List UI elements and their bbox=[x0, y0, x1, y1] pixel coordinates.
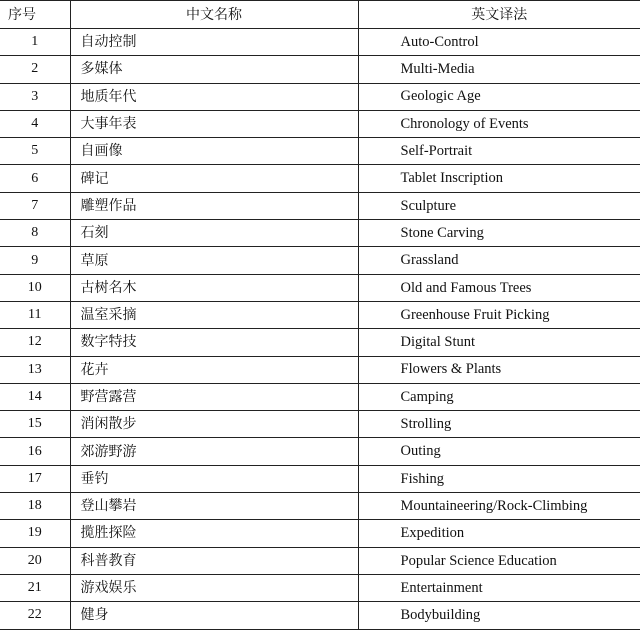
cell-index: 16 bbox=[0, 438, 70, 465]
cell-english-translation: Digital Stunt bbox=[358, 329, 640, 356]
cell-index: 12 bbox=[0, 329, 70, 356]
cell-chinese-name: 雕塑作品 bbox=[70, 192, 358, 219]
cell-english-translation: Bodybuilding bbox=[358, 602, 640, 629]
cell-chinese-name: 游戏娱乐 bbox=[70, 574, 358, 601]
cell-index: 17 bbox=[0, 465, 70, 492]
table-row bbox=[0, 602, 640, 629]
cell-chinese-name: 垂钓 bbox=[70, 465, 358, 492]
cell-chinese-name: 野营露营 bbox=[70, 383, 358, 410]
cell-english-translation: Fishing bbox=[358, 465, 640, 492]
cell-index: 21 bbox=[0, 574, 70, 601]
cell-index: 20 bbox=[0, 547, 70, 574]
table-row bbox=[0, 220, 640, 247]
cell-chinese-name: 科普教育 bbox=[70, 547, 358, 574]
cell-english-translation: Popular Science Education bbox=[358, 547, 640, 574]
cell-chinese-name: 石刻 bbox=[70, 220, 358, 247]
table-row bbox=[0, 165, 640, 192]
cell-chinese-name: 数字特技 bbox=[70, 329, 358, 356]
cell-index: 7 bbox=[0, 192, 70, 219]
cell-index: 19 bbox=[0, 520, 70, 547]
header-index: 序号 bbox=[0, 1, 70, 29]
table-header bbox=[0, 1, 640, 29]
table-row bbox=[0, 29, 640, 56]
cell-chinese-name: 草原 bbox=[70, 247, 358, 274]
cell-index: 13 bbox=[0, 356, 70, 383]
table-row bbox=[0, 56, 640, 83]
cell-index: 3 bbox=[0, 83, 70, 110]
cell-english-translation: Auto-Control bbox=[358, 29, 640, 56]
cell-english-translation: Tablet Inscription bbox=[358, 165, 640, 192]
table-row bbox=[0, 110, 640, 137]
table-row bbox=[0, 329, 640, 356]
cell-index: 18 bbox=[0, 493, 70, 520]
header-english-translation: 英文译法 bbox=[358, 1, 640, 29]
cell-chinese-name: 温室采摘 bbox=[70, 301, 358, 328]
cell-english-translation: Entertainment bbox=[358, 574, 640, 601]
table-row bbox=[0, 520, 640, 547]
cell-english-translation: Outing bbox=[358, 438, 640, 465]
table-row bbox=[0, 274, 640, 301]
cell-chinese-name: 大事年表 bbox=[70, 110, 358, 137]
cell-index: 5 bbox=[0, 138, 70, 165]
cell-english-translation: Camping bbox=[358, 383, 640, 410]
table-row bbox=[0, 411, 640, 438]
cell-english-translation: Stone Carving bbox=[358, 220, 640, 247]
table-row bbox=[0, 547, 640, 574]
cell-chinese-name: 消闲散步 bbox=[70, 411, 358, 438]
cell-english-translation: Self-Portrait bbox=[358, 138, 640, 165]
cell-english-translation: Strolling bbox=[358, 411, 640, 438]
cell-chinese-name: 自画像 bbox=[70, 138, 358, 165]
table-row bbox=[0, 438, 640, 465]
cell-english-translation: Multi-Media bbox=[358, 56, 640, 83]
table-body bbox=[0, 29, 640, 630]
cell-english-translation: Greenhouse Fruit Picking bbox=[358, 301, 640, 328]
cell-index: 10 bbox=[0, 274, 70, 301]
table-row bbox=[0, 192, 640, 219]
table-row bbox=[0, 83, 640, 110]
cell-english-translation: Old and Famous Trees bbox=[358, 274, 640, 301]
cell-index: 22 bbox=[0, 602, 70, 629]
table-row bbox=[0, 138, 640, 165]
header-row bbox=[0, 1, 640, 29]
table-row bbox=[0, 383, 640, 410]
cell-english-translation: Flowers & Plants bbox=[358, 356, 640, 383]
cell-english-translation: Grassland bbox=[358, 247, 640, 274]
table-row bbox=[0, 247, 640, 274]
cell-chinese-name: 登山攀岩 bbox=[70, 493, 358, 520]
cell-index: 1 bbox=[0, 29, 70, 56]
table-row bbox=[0, 493, 640, 520]
header-chinese-name: 中文名称 bbox=[70, 1, 358, 29]
cell-chinese-name: 花卉 bbox=[70, 356, 358, 383]
table-row bbox=[0, 356, 640, 383]
cell-chinese-name: 郊游野游 bbox=[70, 438, 358, 465]
cell-index: 6 bbox=[0, 165, 70, 192]
cell-index: 2 bbox=[0, 56, 70, 83]
cell-index: 8 bbox=[0, 220, 70, 247]
cell-english-translation: Chronology of Events bbox=[358, 110, 640, 137]
cell-english-translation: Mountaineering/Rock-Climbing bbox=[358, 493, 640, 520]
cell-index: 4 bbox=[0, 110, 70, 137]
cell-chinese-name: 多媒体 bbox=[70, 56, 358, 83]
cell-index: 9 bbox=[0, 247, 70, 274]
table-row bbox=[0, 574, 640, 601]
cell-chinese-name: 揽胜探险 bbox=[70, 520, 358, 547]
cell-english-translation: Sculpture bbox=[358, 192, 640, 219]
cell-index: 15 bbox=[0, 411, 70, 438]
cell-english-translation: Expedition bbox=[358, 520, 640, 547]
table-row bbox=[0, 465, 640, 492]
cell-english-translation: Geologic Age bbox=[358, 83, 640, 110]
cell-chinese-name: 地质年代 bbox=[70, 83, 358, 110]
cell-chinese-name: 碑记 bbox=[70, 165, 358, 192]
cell-chinese-name: 古树名木 bbox=[70, 274, 358, 301]
cell-index: 14 bbox=[0, 383, 70, 410]
cell-chinese-name: 健身 bbox=[70, 602, 358, 629]
cell-index: 11 bbox=[0, 301, 70, 328]
table-row bbox=[0, 301, 640, 328]
cell-chinese-name: 自动控制 bbox=[70, 29, 358, 56]
